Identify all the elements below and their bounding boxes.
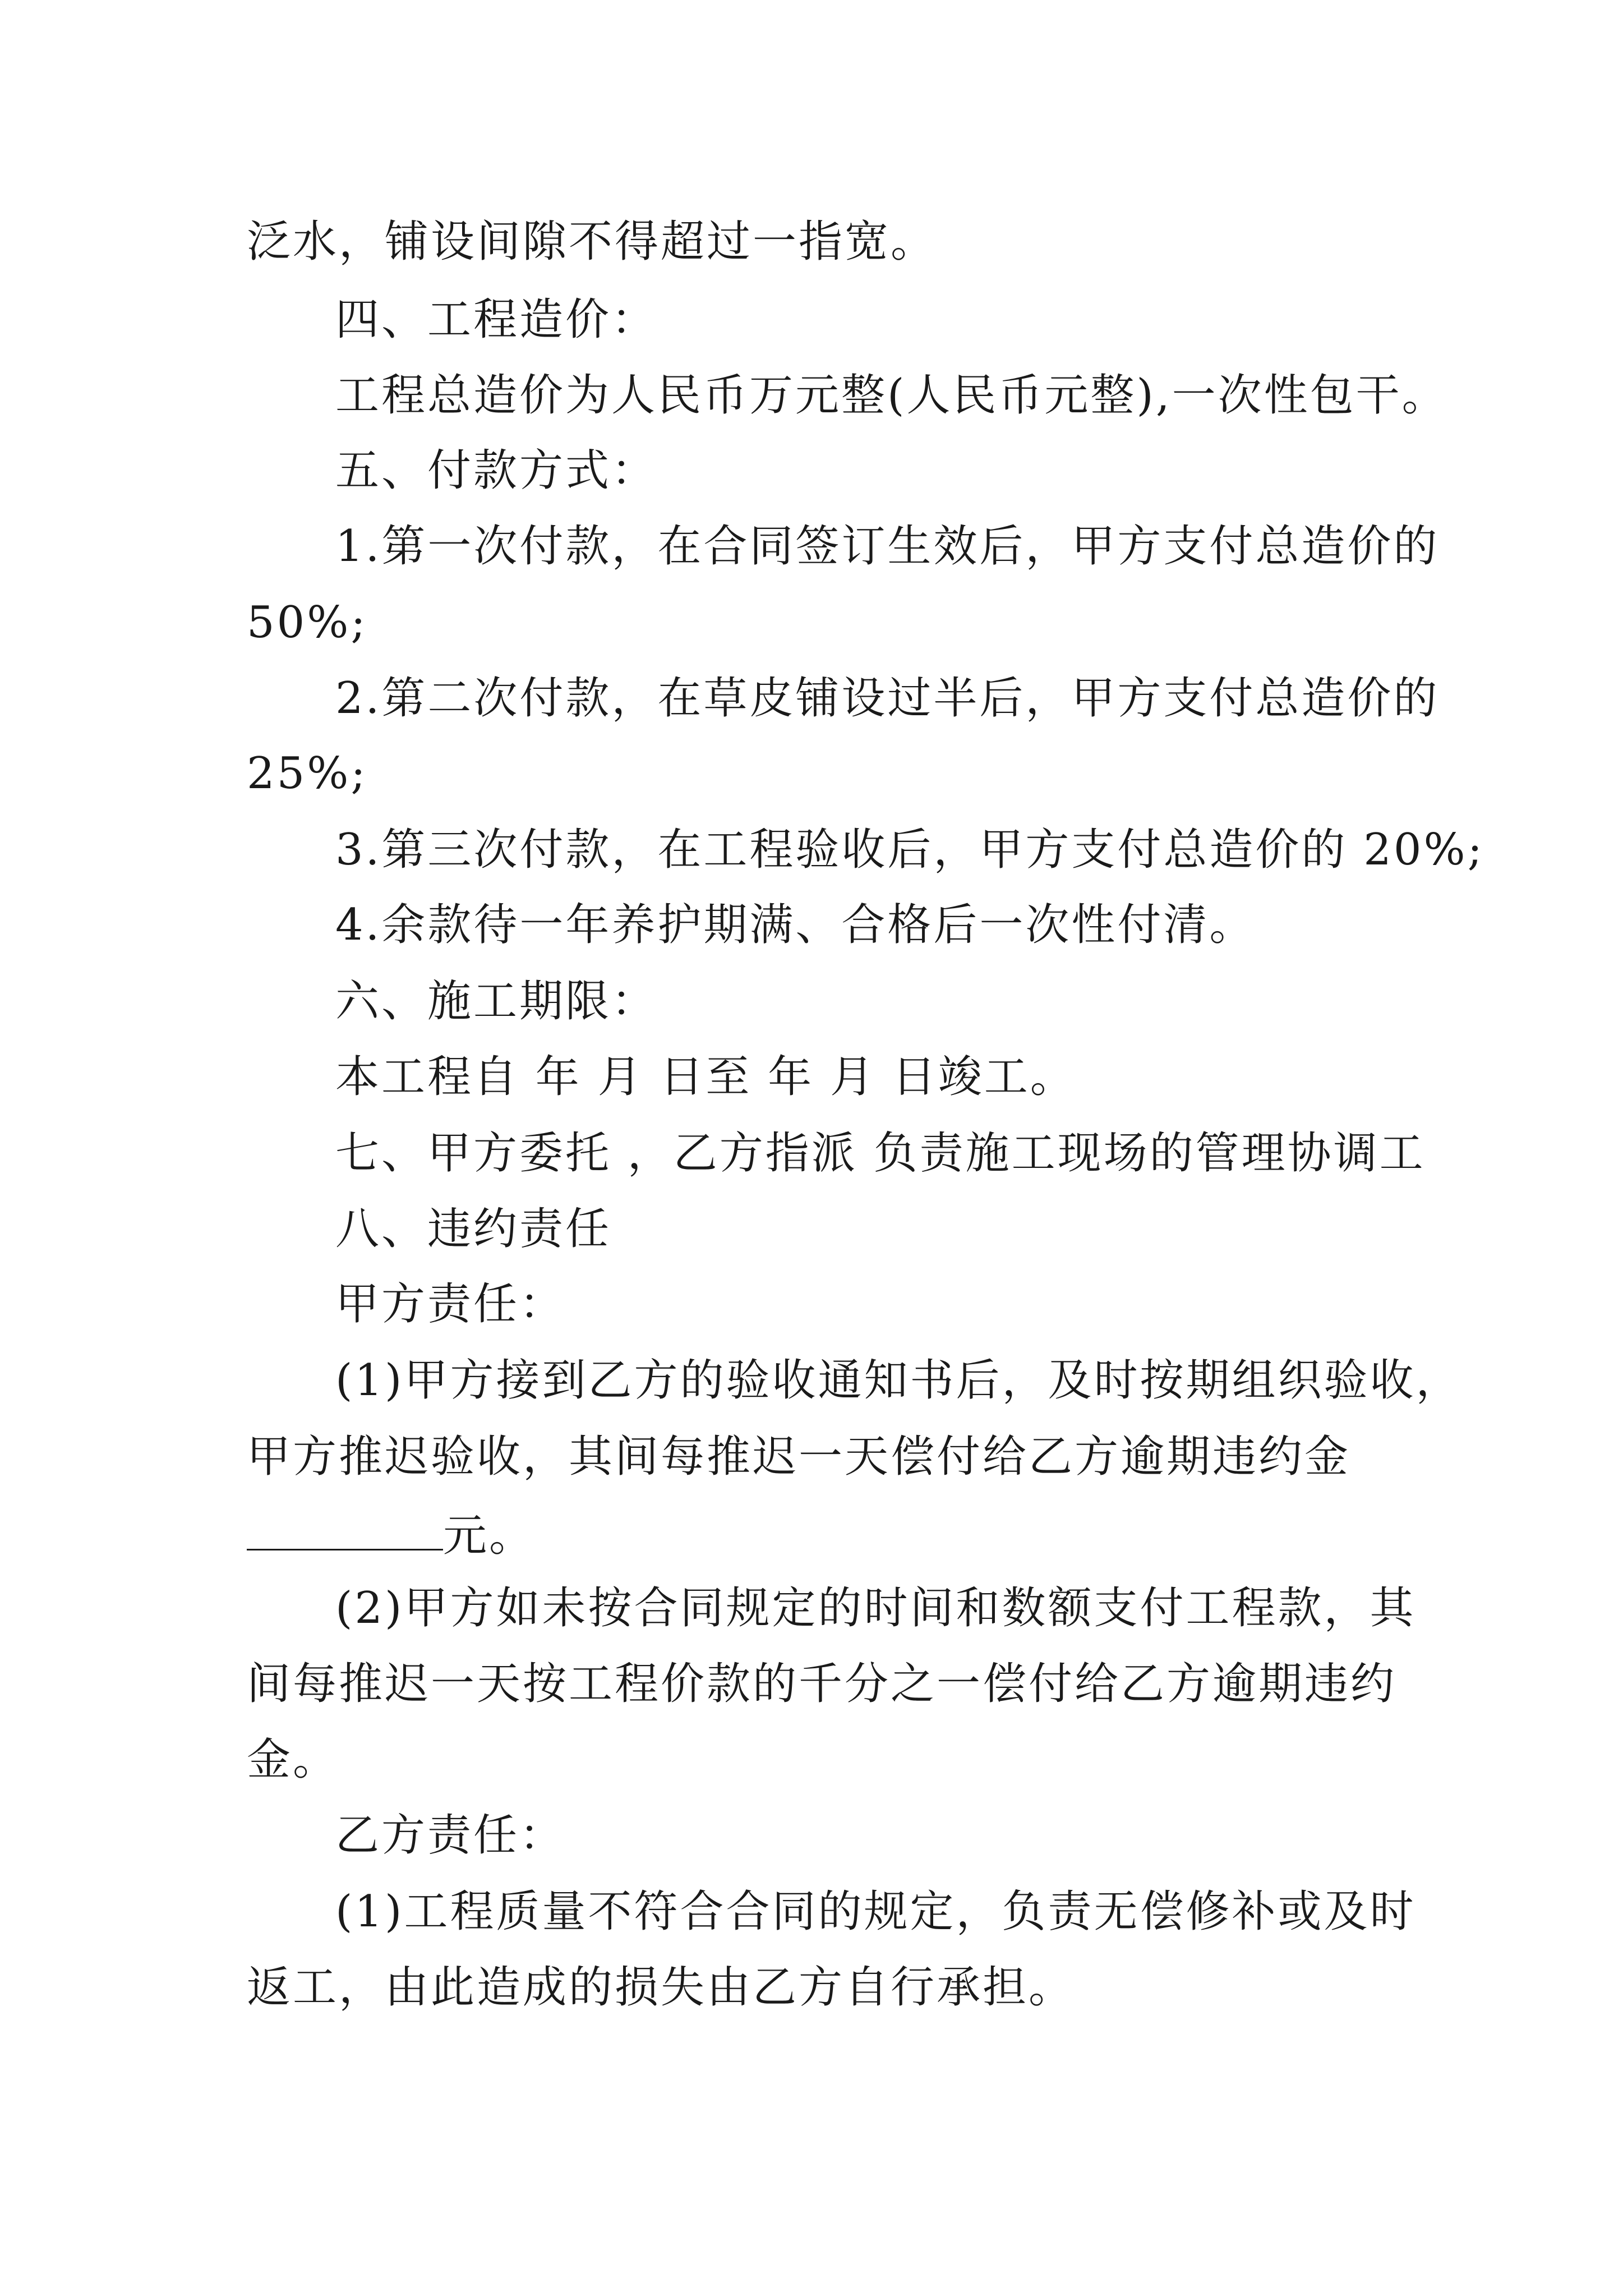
party-a-clause-1: (1)甲方接到乙方的验收通知书后，及时按期组织验收， bbox=[335, 1355, 1462, 1406]
payment-item-1: 1.第一次付款，在合同签订生效后，甲方支付总造价的 bbox=[335, 521, 1440, 572]
section-heading-liability: 八、违约责任 bbox=[335, 1204, 612, 1254]
payment-item-2-cont: 25%; bbox=[247, 748, 368, 799]
party-b-clause-1-cont: 返工，由此造成的损失由乙方自行承担。 bbox=[247, 1962, 1075, 2013]
payment-item-3: 3.第三次付款，在工程验收后，甲方支付总造价的 20%; bbox=[335, 825, 1484, 875]
party-a-clause-1-cont: 甲方推迟验收，其间每推迟一天偿付给乙方逾期违约金 bbox=[247, 1432, 1351, 1482]
section-heading-payment: 五、付款方式： bbox=[335, 445, 658, 496]
text-line-schedule: 本工程自 年 月 日至 年 月 日竣工。 bbox=[335, 1052, 1076, 1102]
section-heading-management: 七、甲方委托 ，乙方指派 负责施工现场的管理协调工 bbox=[335, 1128, 1426, 1179]
text-line-cost: 工程总造价为人民币万元整(人民币元整),一次性包干。 bbox=[335, 370, 1448, 421]
party-a-clause-2-cont: 间每推迟一天按工程价款的千分之一偿付给乙方逾期违约 bbox=[247, 1659, 1397, 1709]
party-a-clause-1-unit: 元。 bbox=[443, 1511, 536, 1561]
party-a-clause-2-end: 金。 bbox=[247, 1734, 339, 1785]
section-heading-schedule: 六、施工期限： bbox=[335, 976, 658, 1027]
text-line-1: 泛水，铺设间隙不得超过一指宽。 bbox=[247, 217, 937, 267]
party-a-clause-2: (2)甲方如未按合同规定的时间和数额支付工程款，其 bbox=[335, 1583, 1416, 1634]
party-a-clause-1-end bbox=[247, 1511, 536, 1561]
payment-item-1-cont: 50%; bbox=[247, 597, 368, 648]
party-b-clause-1: (1)工程质量不符合合同的规定，负责无偿修补或及时 bbox=[335, 1887, 1416, 1937]
fill-in-blank bbox=[247, 1511, 443, 1550]
payment-item-2: 2.第二次付款，在草皮铺设过半后，甲方支付总造价的 bbox=[335, 673, 1440, 724]
payment-item-4: 4.余款待一年养护期满、合格后一次性付清。 bbox=[335, 900, 1256, 950]
party-a-heading: 甲方责任： bbox=[335, 1279, 566, 1329]
party-b-heading: 乙方责任： bbox=[335, 1810, 566, 1861]
section-heading-cost: 四、工程造价： bbox=[335, 295, 658, 345]
